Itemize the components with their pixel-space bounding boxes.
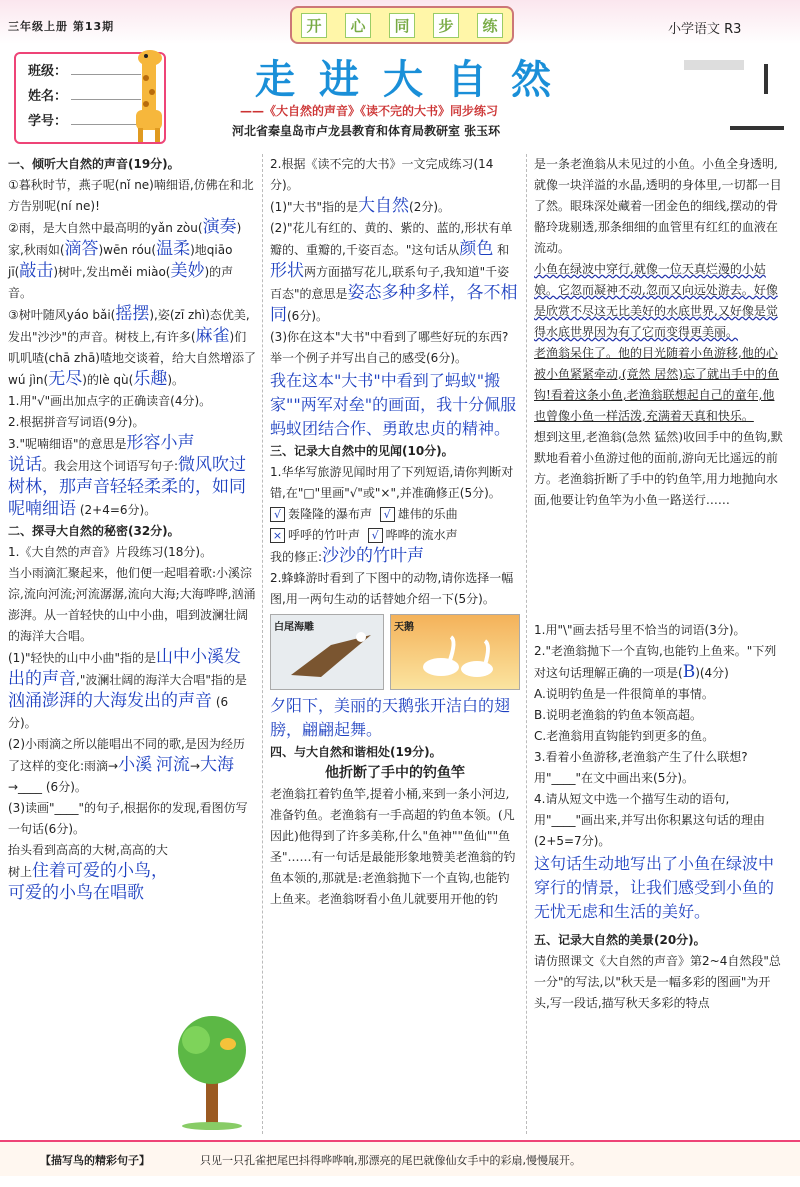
column-2 (270, 154, 520, 910)
column-divider (262, 154, 263, 1134)
answer-pq1a: 山中小溪发出的声音 (8, 647, 242, 689)
a3: (3)你在这本"大书"中看到了哪些好玩的东西?举一个例子并写出自己的感受(6分)。 (270, 330, 509, 365)
task-3 (8, 433, 256, 521)
answer-yaobai: 摇摆 (115, 304, 150, 324)
fix-label: 我的修正: (270, 550, 323, 564)
c1: 1.用"\"画去括号里不恰当的词语(3分)。 (534, 623, 746, 637)
task-3-score: (2+4=6分)。 (79, 503, 157, 517)
answer-pq2c: 大海 (200, 755, 234, 775)
checkbox[interactable]: √ (368, 528, 383, 543)
answer-a1: 大自然 (358, 196, 410, 216)
task-3-part: 3."呢喃细语"的意思是 (8, 437, 127, 451)
column-divider (526, 154, 527, 1134)
section-4-heading: 四、与大自然和谐相处(19分)。 (270, 745, 442, 759)
a2-part: 两方面描写花儿,联系句子,我知道"千姿百态"的意思是 (270, 265, 510, 301)
reading-passage: 当小雨滴汇聚起来，他们便一起唱着歌:小溪淙淙,流向河流;河流潺潺,流向大海;大海哗哗,汹涌澎湃。从一首轻快的山中小曲，唱到波澜壮阔的海洋大合唱。 (8, 566, 256, 643)
story-title: 他折断了手中的钓鱼竿 (325, 765, 465, 781)
story-text: 老渔翁扛着钓鱼竿,提着小桶,来到一条小河边,准备钓鱼。老渔翁有一手高超的钓鱼本领。(凡 因此)他得到了许多美称,什么"鱼神""鱼仙""鱼圣"……有一句话是最能形象地赞美老渔翁的钓鱼本领的,那就是:老渔翁抛下一个直钩,也能钓上鱼来。老渔翁呀看小鱼儿就要用开他的钓 (270, 787, 516, 906)
banner-char: 同 (389, 13, 414, 38)
underlined-sentence: 老渔翁呆住了。他的目光随着小鱼游移,他的心被小鱼紧紧牵动,(竟然 居然)忘了就出手中的鱼钩!看着这条小鱼,老渔翁联想起自己的童年,他也曾像小鱼一样活泼,充满着天真和快乐。 (534, 346, 779, 423)
answer-t3a: 形容小声 (126, 433, 195, 453)
pq1-score: (6分)。 (8, 695, 229, 730)
eagle-photo-label: 白尾海雕 (274, 622, 314, 633)
a2-score: (6分)。 (287, 309, 328, 323)
a1-score: (2分)。 (409, 200, 451, 214)
q3-part: ③树叶随风yáo bǎi( (8, 308, 116, 322)
checkbox[interactable]: × (270, 528, 285, 543)
q2-part: )家,秋雨如( (8, 221, 242, 257)
task-2: 2.根据拼音写词语(9分)。 (8, 415, 145, 429)
option-label: 哗哗的流水声 (385, 528, 458, 542)
choice-b: B.说明老渔翁的钓鱼本领高超。 (534, 708, 703, 722)
column-3 (534, 154, 786, 511)
task-1: 1.用"√"画出加点字的正确读音(4分)。 (8, 394, 212, 408)
story-part: 是一条老渔翁从未见过的小鱼。小鱼全身透明,就像一块洋溢的水晶,透明的身体里,一切都一目了然。眼珠深处藏着一团金色的细线,摆动的骨骼玲珑剔透,那条细细的血管里有红红的血液在流动。 (534, 157, 782, 255)
answer-fix: 沙沙的竹叶声 (322, 546, 425, 566)
part-2-heading: 2.根据《读不完的大书》一文完成练习(14分)。 (270, 157, 494, 192)
option-label: 呼呼的竹叶声 (288, 528, 361, 542)
answer-pq1b: 汹涌澎湃的大海发出的声音 (8, 691, 212, 711)
pq1 (8, 647, 256, 734)
side-doodle (680, 56, 790, 140)
c4: 4.请从短文中选一个描写生动的语句,用"____"画出来,并写出你积累这句话的理由(2+5=7分)。 (534, 792, 765, 848)
c3: 3.看着小鱼游移,老渔翁产生了什么联想?用"____"在文中画出来(5分)。 (534, 750, 748, 785)
a2 (270, 218, 520, 327)
choice-c: C.老渔翁用直钩能钓到更多的鱼。 (534, 729, 715, 743)
fix-row (270, 546, 520, 568)
banner-char: 开 (301, 13, 326, 38)
answer-maque: 麻雀 (195, 326, 230, 346)
answer-pq3b: ，可爱的小鸟在唱歌 (8, 861, 169, 903)
choice-a: A.说明钓鱼是一件很简单的事情。 (534, 687, 714, 701)
task-3-part: 。我会用这个词语写句子: (42, 459, 179, 473)
option-row (270, 504, 520, 525)
banner-char: 练 (477, 13, 502, 38)
a1 (270, 196, 520, 218)
answer-lequ: 乐趣 (133, 369, 168, 389)
q2-part: )的声音。 (8, 265, 234, 300)
footer (0, 1140, 800, 1176)
a2-part: (2)"花儿有红的、黄的、紫的、蓝的,形状有单瓣的、重瓣的,千姿百态。"这句话从 (270, 221, 513, 257)
e1: 请仿照课文《大自然的声音》第2~4自然段"总一分"的写法,以"秋天是一幅多彩的图画"为开头,写一段话,描写秋天多彩的特点 (534, 954, 781, 1010)
checkbox[interactable]: √ (380, 507, 395, 522)
answer-a2a: 颜色 (459, 239, 494, 259)
a1-part: (1)"大书"指的是 (270, 200, 359, 214)
subject-label: 小学语文 R3 (668, 22, 742, 37)
b1: 1.华华写旅游见闻时用了下列短语,请你判断对错,在"□"里画"√"或"×",并准确修正(5分)。 (270, 465, 514, 500)
story-part (534, 343, 786, 427)
answer-c2: B (682, 662, 696, 682)
answer-a2b: 形状 (270, 261, 304, 281)
pq2-score: (6分)。 (45, 780, 87, 794)
part-1-heading: 1.《大自然的声音》片段练习(18分)。 (8, 545, 213, 559)
q2-text (8, 217, 256, 304)
section-3-heading: 三、记录大自然中的见闻(10分)。 (270, 444, 454, 458)
answer-wujin: 无尽 (48, 369, 83, 389)
answer-t3c: 微风吹过树林，那声音轻轻柔柔的，如同呢喃细语 (8, 455, 247, 519)
answer-yanzou: 演奏 (202, 217, 237, 237)
banner-char: 步 (433, 13, 458, 38)
answer-pq3a: 住着可爱的小鸟 (32, 861, 152, 881)
footer-tag: 【描写鸟的精彩句子】 (40, 1154, 150, 1167)
q2-part: )树叶,发出měi miào( (53, 265, 171, 279)
photo-row (270, 614, 520, 690)
answer-c4: 这句话生动地写出了小鱼在绿波中穿行的情景，让我们感受到小鱼的无忧无虑和生活的美好。 (534, 854, 775, 921)
q2-part: )地qiāo jī( (8, 243, 233, 279)
pq3-part: 抬头看到高高的大树,高高的大树上 (8, 843, 168, 879)
id-label: 学号： (28, 114, 68, 129)
answer-a3: 我在这本"大书"中看到了蚂蚁"搬家""两军对垒"的画面，我十分佩服蚂蚁团结合作、勇敢忠贞的精神。 (270, 371, 517, 438)
story-part: 想到这里,老渔翁(急然 猛然)收回手中的鱼钩,默默地看着小鱼游过他的面前,游向无比遥远的前方。老渔翁折断了手中的钓鱼竿,用力地抛向水面,他要让钓鱼竿为小鱼一路送行…… (534, 430, 783, 507)
answer-wenrou: 温柔 (156, 239, 191, 259)
answer-dida: 滴答 (64, 239, 99, 259)
answer-b2: 夕阳下，美丽的天鹅张开洁白的翅膀，翩翩起舞。 (270, 696, 511, 739)
banner-char: 心 (345, 13, 370, 38)
q3-part: )们叽叽喳(chā zhā)喳地交谈着，给大自然增添了wú jìn( (8, 330, 256, 387)
column-1 (8, 154, 256, 905)
q1-text: ①暮秋时节，燕子呢(nǐ ne)喃细语,仿佛在和北方告别呢(ní ne)! (8, 178, 254, 213)
class-label: 班级： (28, 64, 68, 79)
c2-score: )(4分) (695, 666, 729, 680)
answer-t3b: 说话 (8, 455, 42, 475)
b2: 2.蜂蜂游时看到了下图中的动物,请你选择一幅图,用一两句生动的话替她介绍一下(5分)。 (270, 571, 514, 606)
name-label: 姓名： (28, 89, 68, 104)
pq3: (3)读画"____"的句子,根据你的发现,看图仿写一句话(6分)。 (8, 801, 248, 836)
c2-part: 2."老渔翁抛下一个直钩,也能钓上鱼来。"下列对这句话理解正确的一项是( (534, 644, 777, 680)
eagle-photo (270, 614, 384, 690)
c2 (534, 641, 786, 684)
q2-part: )wēn róu( (98, 243, 157, 257)
page-title: 走进大自然 (255, 57, 575, 103)
answer-pq2a: 小溪 (118, 755, 153, 775)
pq2: (2)小雨滴之所以能唱出不同的歌,是因为经历了这样的变化:雨滴→小溪 河流→大海→____ (6分)。 (8, 737, 245, 794)
author-line: 河北省秦皇岛市卢龙县教育和体育局教研室 张玉环 (232, 124, 501, 138)
q3-text (8, 304, 256, 391)
a2-part: 和 (497, 243, 510, 257)
pq1-part: (1)"轻快的山中小曲"指的是 (8, 651, 157, 665)
swan-photo-label: 天鹅 (394, 622, 414, 633)
swan-photo (390, 614, 520, 690)
q2-part: ②雨，是大自然中最高明的yǎn zòu( (8, 221, 203, 235)
issue-label: 三年级上册 第13期 (8, 20, 115, 33)
tree-bird-image (172, 1010, 252, 1130)
answer-a2c: 姿态多种多样，各不相同 (270, 283, 518, 325)
q3-part: )。 (167, 373, 185, 387)
answer-pq2b: 河流 (155, 755, 190, 775)
column-3-questions (534, 620, 786, 1014)
section-5-heading: 五、记录大自然的美景(20分)。 (534, 933, 706, 947)
answer-qiaoji: 敲击 (19, 261, 54, 281)
underlined-sentence: 小鱼在绿波中穿行,就像一位天真烂漫的小姑娘。它忽而凝神不动,忽而又向远处游去。好像是欣赏不尽这无比美好的水底世界,又好像是觉得水底世界因为有了它而变得更美丽。 (534, 262, 778, 339)
option-label: 雄伟的乐曲 (397, 507, 458, 521)
section-2-heading: 二、探寻大自然的秘密(32分)。 (8, 524, 180, 538)
page-subtitle: ——《大自然的声音》《读不完的大书》同步练习 (240, 104, 499, 118)
story-part (534, 259, 786, 343)
giraffe-icon (128, 48, 174, 144)
q3-part: )的lè qù( (82, 373, 134, 387)
section-1-heading: 一、倾听大自然的声音(19分)。 (8, 157, 180, 171)
pq1-part: ,"波澜壮阔的海洋大合唱"指的是 (76, 673, 247, 687)
pq3-answer (8, 840, 168, 905)
option-row (270, 525, 520, 546)
pq2-part: (2)小雨滴之所以能唱出不同的歌,是因为经历了这样的变化:雨滴→ (8, 737, 245, 773)
option-label: 轰隆隆的瀑布声 (288, 507, 373, 521)
banner (290, 6, 514, 44)
answer-meimiao: 美妙 (170, 261, 205, 281)
checkbox[interactable]: √ (270, 507, 285, 522)
footer-text: 只见一只孔雀把尾巴抖得哗哗响,那漂亮的尾巴就像仙女手中的彩扇,慢慢展开。 (200, 1154, 581, 1167)
q3-part: ),姿(zī zhì)态优美,发出"沙沙"的声音。树枝上,有许多( (8, 308, 250, 344)
